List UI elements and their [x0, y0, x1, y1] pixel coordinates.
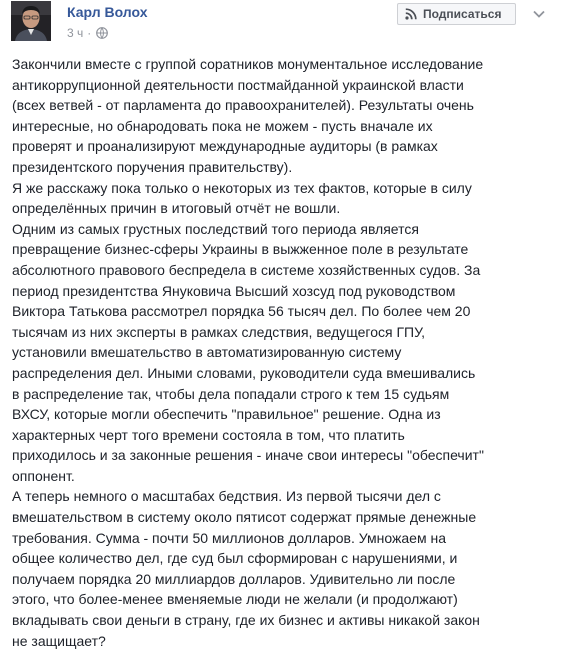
post-body-line: Одним из самых грустных последствий того периода является — [12, 220, 419, 237]
post-body-line: А теперь немного о масштабах бедствия. Из первой тысячи дел с — [12, 488, 441, 505]
post-body-line: Я же расскажу пока только о некоторых из тех фактов, которые в силу — [12, 179, 472, 196]
post-body-line: общее количество дел, где суд был сформирован с нарушениями, и — [12, 550, 458, 567]
post-body-line: получаем порядка 20 миллиардов долларов. Удивительно ли после — [12, 570, 456, 587]
post-body-line: президентского поручения правительству). — [12, 158, 293, 175]
post-body-line: не защищает? — [12, 632, 106, 649]
post-body-line: тысячам из них эксперты в рамках следствия, ведущегося ГПУ, — [12, 323, 426, 340]
post-body-line: антикоррупционной деятельности постмайданной украинской власти — [12, 76, 464, 93]
post-body-line: период президентства Януковича Высший хозсуд под руководством — [12, 282, 456, 299]
subscribe-button[interactable] — [397, 3, 516, 25]
post-body-line: в распределение так, чтобы дела попадали строго к тем 15 судьям — [12, 385, 450, 402]
post-body-line: установили вмешательство в автоматизированную систему — [12, 344, 402, 361]
post-body-line: вкладывать свои деньги в страну, где их бизнес и активы никакой закон — [12, 612, 480, 629]
subscribe-label: Подписаться — [423, 7, 502, 21]
post-body-line: превращение бизнес-сферы Украины в выжженное поле в результате — [12, 241, 469, 258]
post-options-button[interactable] — [529, 4, 549, 24]
post-body-line: ВХСУ, которые могли обеспечить "правильное" решение. Одна из — [12, 406, 441, 423]
post-body-line: приходилось и за законные решения - иначе свои интересы "обеспечит" — [12, 447, 484, 464]
post-body-line: проверят и проанализируют международные аудиторы (в рамках — [12, 138, 438, 155]
post-body-line: вмешательством в систему около пятисот содержат прямые денежные — [12, 509, 477, 526]
post-body-line: интересные, но обнародовать пока не можем - пусть вначале их — [12, 117, 433, 134]
post-body-line: абсолютного правового беспредела в системе хозяйственных судов. За — [12, 261, 481, 278]
post-time[interactable]: 3 ч — [67, 26, 84, 40]
post-meta — [67, 26, 108, 40]
avatar[interactable] — [11, 1, 51, 41]
post-body-line: Закончили вместе с группой соратников монументальное исследование — [12, 56, 484, 72]
meta-separator: · — [87, 26, 92, 40]
post-body-line: этого, что более-менее вменяемые люди не желали (и продолжают) — [12, 591, 458, 608]
globe-icon — [96, 27, 108, 39]
post-body-line: (всех ветвей - от парламента до правоохранителей). Результаты очень — [12, 97, 474, 114]
post-body-line: распределения дел. Иными словами, руководители суда вмешивались — [12, 364, 476, 381]
post-body-line: определённых причин в итоговый отчёт не вошли. — [12, 200, 341, 217]
chevron-down-icon — [533, 10, 545, 18]
post-body — [12, 54, 549, 651]
post-body-line: оппонент. — [12, 467, 75, 484]
rss-icon — [405, 8, 417, 20]
post-body-line: Виктора Татькова рассмотрел порядка 56 тысяч дел. По более чем 20 — [12, 303, 471, 320]
post-body-line: характерных черт того времени состояла в том, что платить — [12, 426, 405, 443]
post-body-line: требования. Сумма - почти 50 миллионов долларов. Умножаем на — [12, 529, 446, 546]
author-name[interactable]: Карл Волох — [67, 4, 148, 20]
